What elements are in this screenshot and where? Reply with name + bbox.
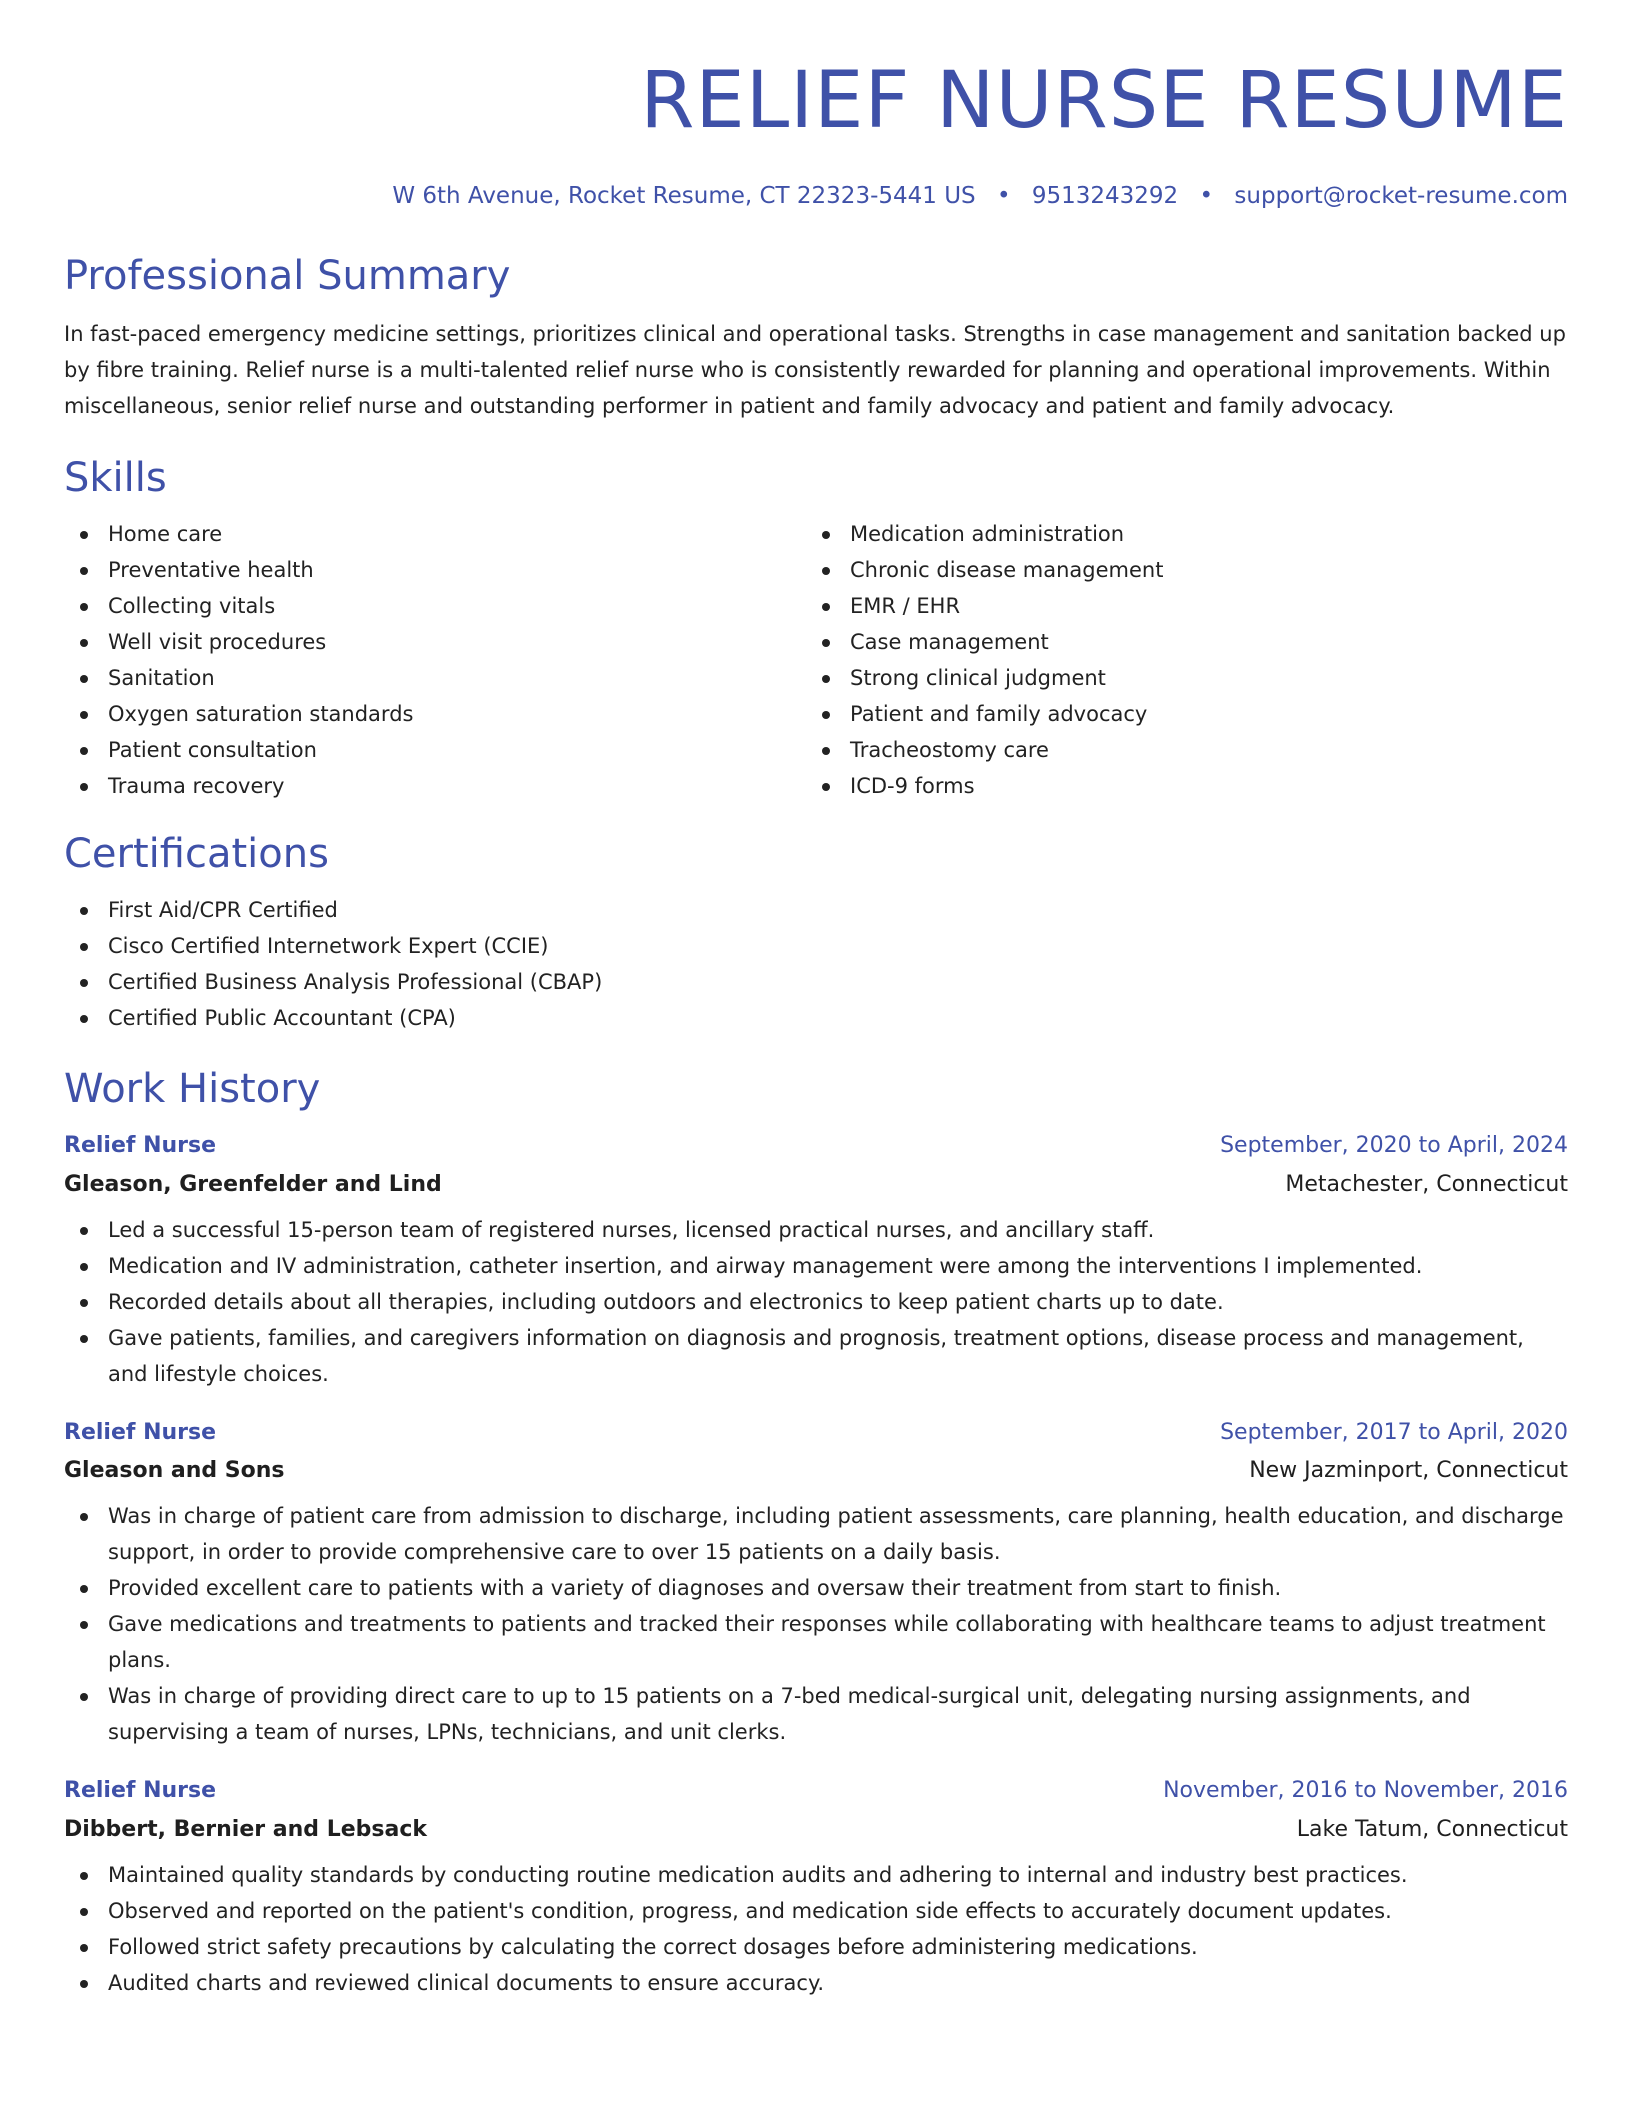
skill-item: Chronic disease management <box>806 552 1548 588</box>
skill-item: Oxygen saturation standards <box>64 696 806 732</box>
work-history-heading: Work History <box>64 1066 321 1112</box>
job-dates: November, 2016 to November, 2016 <box>1163 1778 1568 1803</box>
job-bullets <box>64 1212 1568 1392</box>
job-bullets <box>64 1857 1568 2001</box>
job-bullet: Provided excellent care to patients with a variety of diagnoses and oversaw their treatment from start to finish. <box>64 1570 1568 1606</box>
certifications-heading: Certifications <box>64 831 329 877</box>
job-bullet: Audited charts and reviewed clinical documents to ensure accuracy. <box>64 1965 1568 2001</box>
job-bullet: Recorded details about all therapies, including outdoors and electronics to keep patient charts up to date. <box>64 1284 1568 1320</box>
job-title-row <box>64 1131 1568 1161</box>
job-dates: September, 2017 to April, 2020 <box>1220 1420 1568 1445</box>
skill-item: Trauma recovery <box>64 768 806 804</box>
skill-item: Medication administration <box>806 516 1548 552</box>
skill-item: Patient consultation <box>64 732 806 768</box>
contact-email: support@rocket-resume.com <box>1234 183 1568 209</box>
job-title: Relief Nurse <box>64 1133 217 1158</box>
resume-title: RELIEF NURSE RESUME <box>640 56 1568 146</box>
skill-item: Tracheostomy care <box>806 732 1548 768</box>
summary-heading: Professional Summary <box>64 253 511 299</box>
work-history-section <box>64 1065 1568 2001</box>
skills-section <box>64 454 1568 804</box>
job-entry <box>64 1776 1568 2001</box>
job-company-row <box>64 1815 1568 1845</box>
skill-item: EMR / EHR <box>806 588 1548 624</box>
skill-item: Strong clinical judgment <box>806 660 1548 696</box>
skills-heading: Skills <box>64 455 167 501</box>
job-title: Relief Nurse <box>64 1420 217 1445</box>
job-bullet: Followed strict safety precautions by calculating the correct dosages before administering medications. <box>64 1929 1568 1965</box>
job-bullet: Observed and reported on the patient's condition, progress, and medication side effects to accurately document updates. <box>64 1893 1568 1929</box>
contact-separator: • <box>996 183 1011 209</box>
job-location: New Jazminport, Connecticut <box>1249 1458 1568 1483</box>
certification-item: Cisco Certified Internetwork Expert (CCIE) <box>64 928 1568 964</box>
job-company: Gleason, Greenfelder and Lind <box>64 1172 442 1197</box>
job-bullet: Was in charge of patient care from admission to discharge, including patient assessments, care planning, health education, and discharge support, in order to provide comprehensive care to over 15 patients on a daily basis. <box>64 1498 1568 1570</box>
skill-item: Collecting vitals <box>64 588 806 624</box>
job-bullet: Medication and IV administration, catheter insertion, and airway management were among the interventions I implemented. <box>64 1248 1568 1284</box>
certification-item: Certified Business Analysis Professional (CBAP) <box>64 964 1568 1000</box>
summary-text: In fast-paced emergency medicine settings, prioritizes clinical and operational tasks. Strengths in case management and sanitation backed up by fibre training. Relief nurse is a multi-talented relief nurse who is consistently rewarded for planning and operational improvements. Within miscellaneous, senior relief nurse and outstanding performer in patient and family advocacy and patient and family advocacy. <box>64 322 1566 418</box>
job-bullet: Maintained quality standards by conducting routine medication audits and adhering to internal and industry best practices. <box>64 1857 1568 1893</box>
skills-list-right <box>806 516 1548 804</box>
job-location: Lake Tatum, Connecticut <box>1296 1817 1568 1842</box>
certification-item: First Aid/CPR Certified <box>64 892 1568 928</box>
job-location: Metachester, Connecticut <box>1285 1172 1568 1197</box>
skill-item: Case management <box>806 624 1548 660</box>
skills-list-left <box>64 516 806 804</box>
job-bullet: Was in charge of providing direct care to up to 15 patients on a 7-bed medical-surgical unit, delegating nursing assignments, and supervising a team of nurses, LPNs, technicians, and unit clerks. <box>64 1678 1568 1750</box>
contact-separator: • <box>1199 183 1214 209</box>
job-company: Dibbert, Bernier and Lebsack <box>64 1817 427 1842</box>
contact-phone: 9513243292 <box>1031 183 1179 209</box>
summary-section <box>64 252 1568 424</box>
skill-item: Sanitation <box>64 660 806 696</box>
job-bullet: Gave medications and treatments to patients and tracked their responses while collaborating with healthcare teams to adjust treatment plans. <box>64 1606 1568 1678</box>
skills-grid <box>64 516 1568 804</box>
skill-item: Well visit procedures <box>64 624 806 660</box>
skill-item: Home care <box>64 516 806 552</box>
job-entry <box>64 1131 1568 1392</box>
job-dates: September, 2020 to April, 2024 <box>1220 1133 1568 1158</box>
job-bullet: Gave patients, families, and caregivers information on diagnosis and prognosis, treatment options, disease process and management, and lifestyle choices. <box>64 1320 1568 1392</box>
job-company-row <box>64 1456 1568 1486</box>
skill-item: Preventative health <box>64 552 806 588</box>
skill-item: Patient and family advocacy <box>806 696 1548 732</box>
job-entry <box>64 1418 1568 1750</box>
contact-line <box>64 181 1568 211</box>
resume-page <box>64 0 1568 2001</box>
job-title-row <box>64 1776 1568 1806</box>
contact-address: W 6th Avenue, Rocket Resume, CT 22323-5441 US <box>392 183 976 209</box>
job-company-row <box>64 1170 1568 1200</box>
job-title-row <box>64 1418 1568 1448</box>
certification-item: Certified Public Accountant (CPA) <box>64 1000 1568 1036</box>
certifications-section <box>64 830 1568 1036</box>
job-bullet: Led a successful 15-person team of registered nurses, licensed practical nurses, and ancillary staff. <box>64 1212 1568 1248</box>
skill-item: ICD-9 forms <box>806 768 1548 804</box>
certifications-list <box>64 892 1568 1036</box>
job-bullets <box>64 1498 1568 1750</box>
job-title: Relief Nurse <box>64 1778 217 1803</box>
job-company: Gleason and Sons <box>64 1458 285 1483</box>
